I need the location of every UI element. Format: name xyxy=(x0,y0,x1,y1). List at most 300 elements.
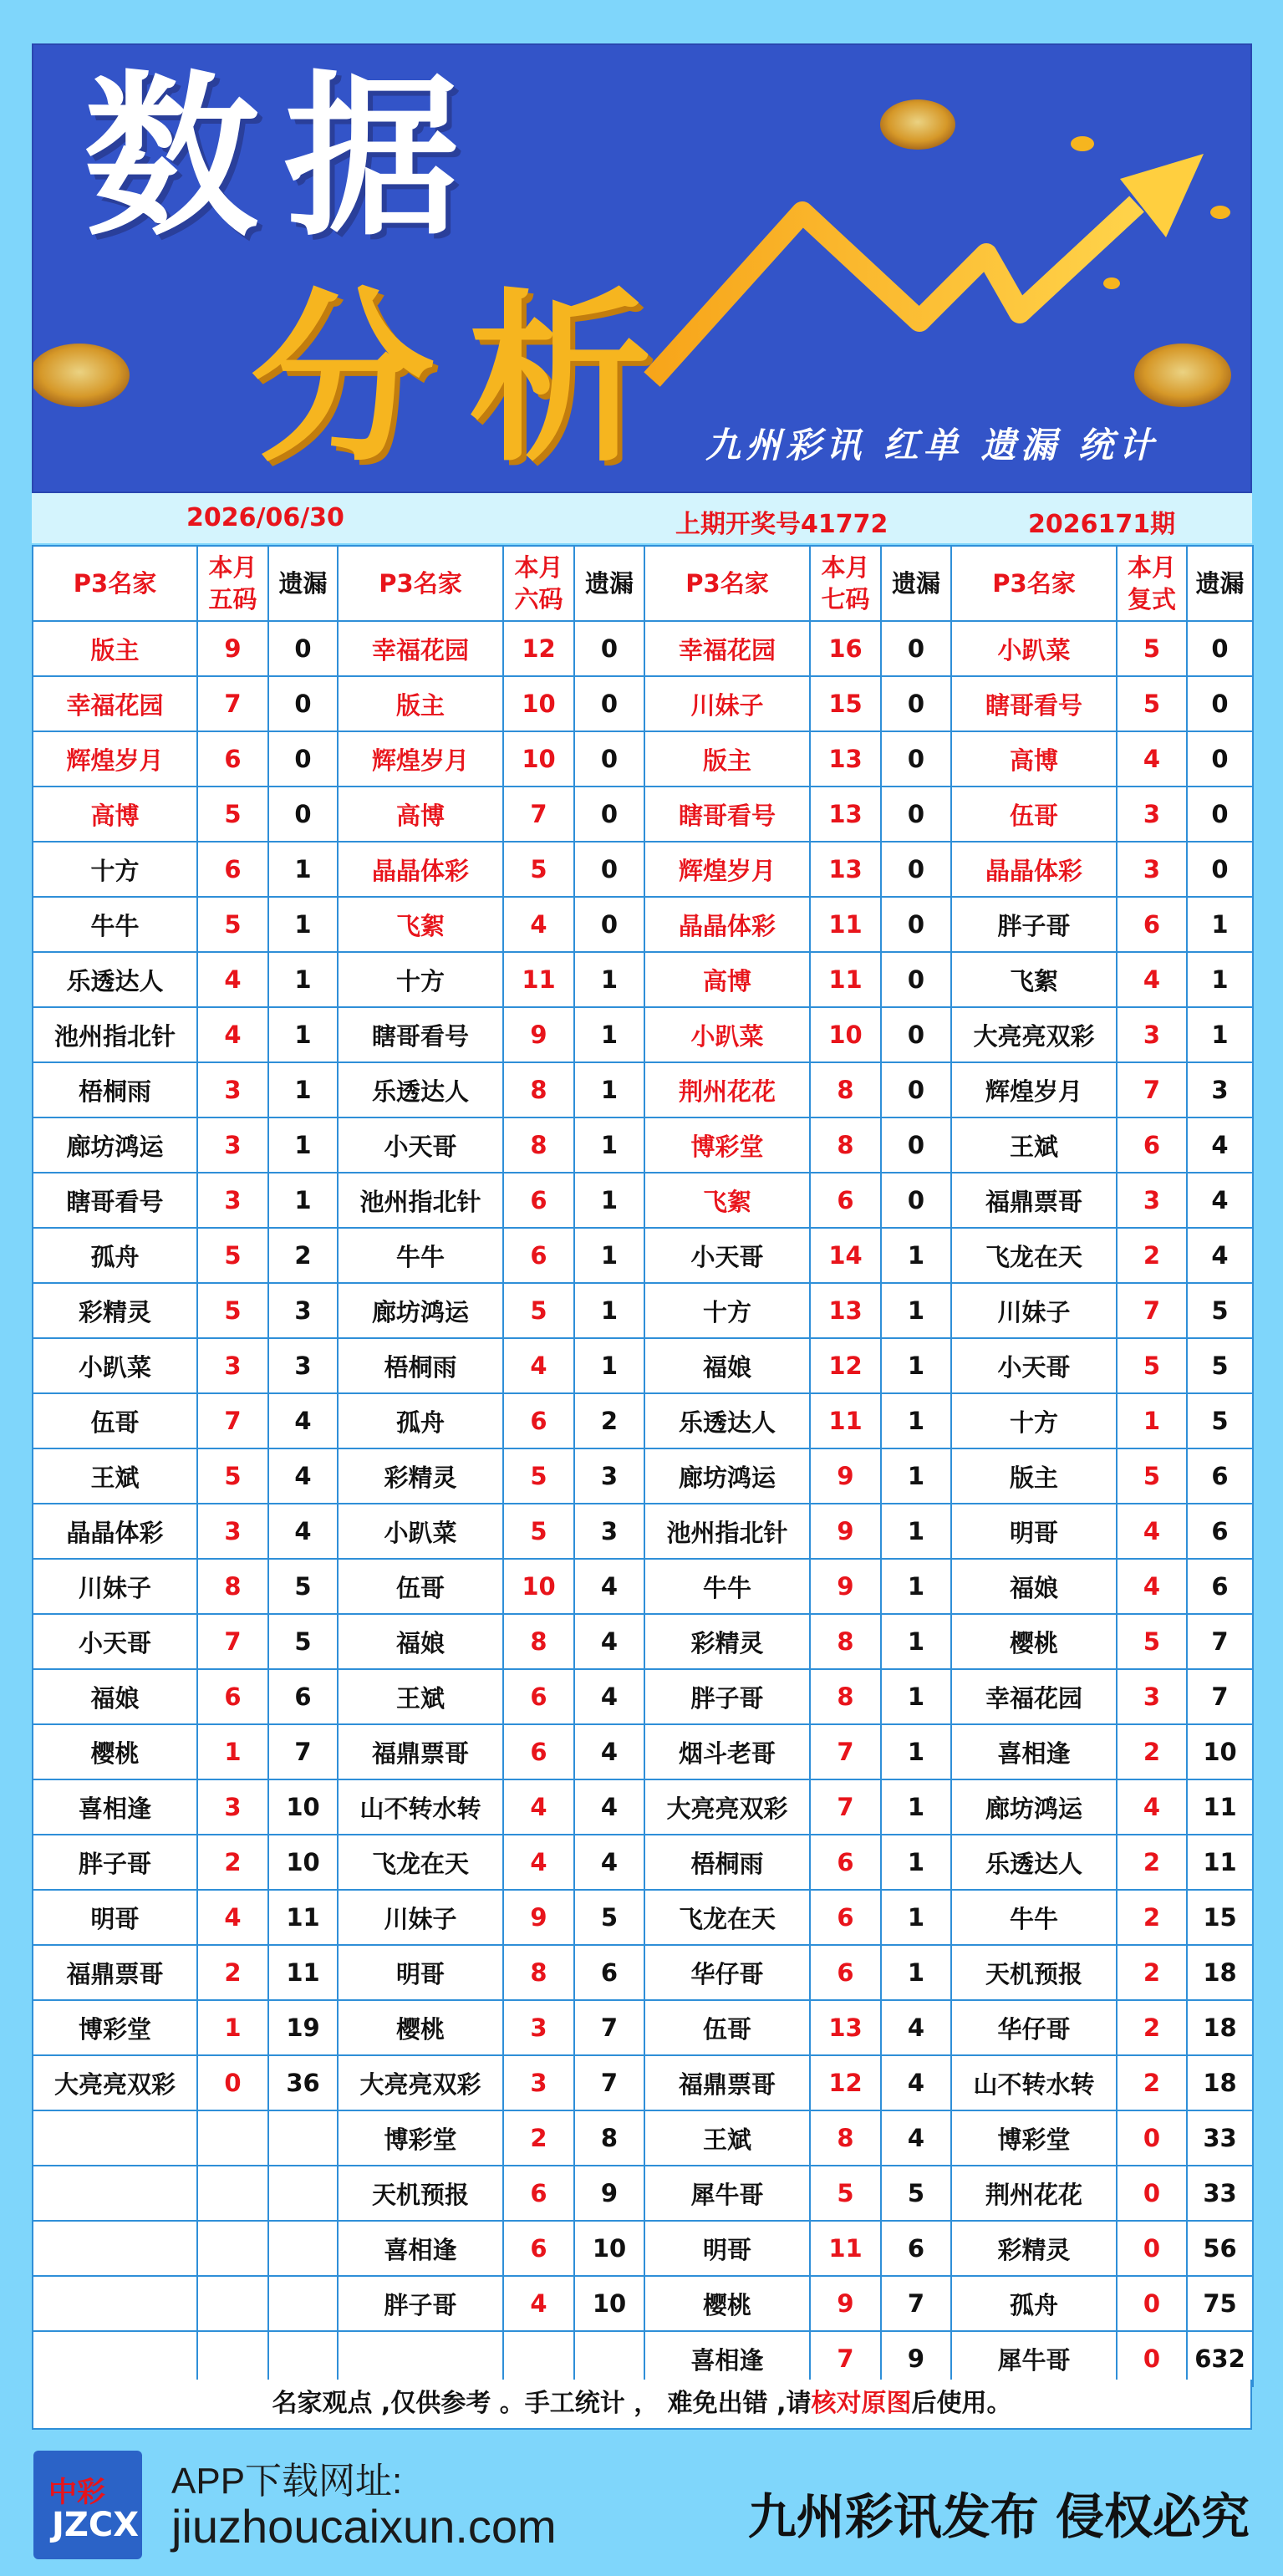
table-row xyxy=(33,1559,1253,1614)
table-row xyxy=(33,1007,1253,1062)
monthly-hits-cell: 4 xyxy=(197,1890,268,1945)
expert-name-cell: 幸福花园 xyxy=(951,1669,1117,1724)
miss-count-cell: 4 xyxy=(881,2110,951,2166)
miss-count-cell: 0 xyxy=(1187,787,1253,842)
miss-count-cell: 11 xyxy=(268,1890,338,1945)
table-row xyxy=(33,2000,1253,2055)
expert-name-cell: 小天哥 xyxy=(644,1228,810,1283)
expert-name-cell: 福娘 xyxy=(338,1614,503,1669)
monthly-hits-cell: 6 xyxy=(810,1890,881,1945)
table-row xyxy=(33,2276,1253,2331)
monthly-hits-cell: 14 xyxy=(810,1228,881,1283)
miss-count-cell: 10 xyxy=(268,1779,338,1835)
monthly-hits-cell: 2 xyxy=(503,2110,574,2166)
monthly-hits-cell: 1 xyxy=(1117,1393,1187,1448)
monthly-hits-cell: 13 xyxy=(810,842,881,897)
monthly-hits-cell: 5 xyxy=(810,2166,881,2221)
miss-count-cell: 1 xyxy=(881,1890,951,1945)
miss-count-cell: 56 xyxy=(1187,2221,1253,2276)
monthly-hits-cell: 2 xyxy=(1117,1724,1187,1779)
miss-count-cell: 5 xyxy=(268,1614,338,1669)
miss-count-cell: 0 xyxy=(574,787,644,842)
monthly-hits-cell: 5 xyxy=(1117,1614,1187,1669)
miss-count-cell: 0 xyxy=(881,1062,951,1117)
monthly-hits-cell: 12 xyxy=(810,1338,881,1393)
expert-name-cell: 伍哥 xyxy=(951,787,1117,842)
miss-count-cell: 1 xyxy=(881,1338,951,1393)
monthly-hits-cell: 5 xyxy=(197,897,268,952)
monthly-hits-cell: 6 xyxy=(197,842,268,897)
miss-count-cell: 6 xyxy=(881,2221,951,2276)
miss-count-cell: 8 xyxy=(574,2110,644,2166)
note-highlight: 核对原图 xyxy=(811,2389,912,2418)
expert-name-cell: 王斌 xyxy=(33,1448,197,1504)
miss-count-cell: 18 xyxy=(1187,2055,1253,2110)
expert-name-cell xyxy=(33,2331,197,2386)
miss-count-cell: 0 xyxy=(881,731,951,787)
expert-name-cell: 王斌 xyxy=(338,1669,503,1724)
table-row xyxy=(33,2331,1253,2386)
table-row xyxy=(33,1228,1253,1283)
monthly-hits-cell: 3 xyxy=(197,1779,268,1835)
monthly-hits-cell: 11 xyxy=(810,952,881,1007)
column-header: 本月 复式 xyxy=(1117,546,1187,621)
miss-count-cell: 1 xyxy=(881,1945,951,2000)
miss-count-cell: 3 xyxy=(574,1448,644,1504)
monthly-hits-cell: 6 xyxy=(1117,1117,1187,1173)
miss-count-cell: 5 xyxy=(881,2166,951,2221)
monthly-hits-cell: 7 xyxy=(503,787,574,842)
expert-name-cell: 飞龙在天 xyxy=(644,1890,810,1945)
expert-name-cell: 福鼎票哥 xyxy=(33,1945,197,2000)
miss-count-cell: 4 xyxy=(881,2055,951,2110)
miss-count-cell: 1 xyxy=(574,1283,644,1338)
expert-name-cell: 高博 xyxy=(338,787,503,842)
expert-name-cell: 辉煌岁月 xyxy=(338,731,503,787)
miss-count-cell xyxy=(268,2166,338,2221)
table-row xyxy=(33,2166,1253,2221)
miss-count-cell: 1 xyxy=(574,1338,644,1393)
monthly-hits-cell: 5 xyxy=(197,787,268,842)
miss-count-cell: 9 xyxy=(574,2166,644,2221)
column-header: 本月 七码 xyxy=(810,546,881,621)
table-row xyxy=(33,621,1253,676)
stats-table xyxy=(32,545,1254,2387)
monthly-hits-cell: 6 xyxy=(503,2221,574,2276)
expert-name-cell: 高博 xyxy=(644,952,810,1007)
expert-name-cell: 小天哥 xyxy=(951,1338,1117,1393)
monthly-hits-cell: 10 xyxy=(503,676,574,731)
expert-name-cell: 小趴菜 xyxy=(33,1338,197,1393)
monthly-hits-cell: 3 xyxy=(1117,842,1187,897)
expert-name-cell: 晶晶体彩 xyxy=(951,842,1117,897)
expert-name-cell: 明哥 xyxy=(644,2221,810,2276)
miss-count-cell: 1 xyxy=(574,952,644,1007)
expert-name-cell xyxy=(338,2331,503,2386)
table-row xyxy=(33,787,1253,842)
monthly-hits-cell: 7 xyxy=(197,1614,268,1669)
miss-count-cell: 4 xyxy=(1187,1173,1253,1228)
table-row xyxy=(33,1890,1253,1945)
monthly-hits-cell: 6 xyxy=(503,1724,574,1779)
miss-count-cell: 4 xyxy=(574,1669,644,1724)
monthly-hits-cell: 3 xyxy=(1117,1007,1187,1062)
monthly-hits-cell: 3 xyxy=(1117,1173,1187,1228)
expert-name-cell: 晶晶体彩 xyxy=(338,842,503,897)
expert-name-cell: 山不转水转 xyxy=(338,1779,503,1835)
miss-count-cell: 1 xyxy=(574,1228,644,1283)
brand-logo xyxy=(33,2451,142,2559)
expert-name-cell: 福娘 xyxy=(951,1559,1117,1614)
miss-count-cell: 1 xyxy=(1187,897,1253,952)
monthly-hits-cell: 10 xyxy=(810,1007,881,1062)
expert-name-cell: 飞絮 xyxy=(644,1173,810,1228)
table-row xyxy=(33,1173,1253,1228)
expert-name-cell: 川妹子 xyxy=(644,676,810,731)
monthly-hits-cell: 5 xyxy=(1117,1448,1187,1504)
expert-name-cell: 晶晶体彩 xyxy=(33,1504,197,1559)
expert-name-cell: 牛牛 xyxy=(33,897,197,952)
miss-count-cell: 0 xyxy=(574,897,644,952)
monthly-hits-cell: 11 xyxy=(810,1393,881,1448)
miss-count-cell: 4 xyxy=(881,2000,951,2055)
expert-name-cell: 乐透达人 xyxy=(951,1835,1117,1890)
miss-count-cell: 1 xyxy=(881,1724,951,1779)
miss-count-cell: 15 xyxy=(1187,1890,1253,1945)
expert-name-cell: 小趴菜 xyxy=(338,1504,503,1559)
expert-name-cell xyxy=(33,2166,197,2221)
table-row xyxy=(33,1283,1253,1338)
table-row xyxy=(33,1338,1253,1393)
monthly-hits-cell: 12 xyxy=(810,2055,881,2110)
expert-name-cell: 华仔哥 xyxy=(644,1945,810,2000)
miss-count-cell: 0 xyxy=(268,676,338,731)
monthly-hits-cell: 3 xyxy=(1117,787,1187,842)
expert-name-cell: 博彩堂 xyxy=(951,2110,1117,2166)
table-row xyxy=(33,731,1253,787)
monthly-hits-cell: 3 xyxy=(197,1173,268,1228)
expert-name-cell: 荆州花花 xyxy=(951,2166,1117,2221)
expert-name-cell xyxy=(33,2110,197,2166)
monthly-hits-cell xyxy=(197,2331,268,2386)
table-row xyxy=(33,1669,1253,1724)
miss-count-cell: 4 xyxy=(1187,1228,1253,1283)
monthly-hits-cell: 3 xyxy=(1117,1669,1187,1724)
expert-name-cell: 福鼎票哥 xyxy=(951,1173,1117,1228)
miss-count-cell: 4 xyxy=(1187,1117,1253,1173)
miss-count-cell: 9 xyxy=(881,2331,951,2386)
expert-name-cell: 胖子哥 xyxy=(33,1835,197,1890)
monthly-hits-cell: 9 xyxy=(810,2276,881,2331)
column-header: 遗漏 xyxy=(881,546,951,621)
miss-count-cell: 1 xyxy=(881,1669,951,1724)
monthly-hits-cell: 6 xyxy=(1117,897,1187,952)
expert-name-cell: 博彩堂 xyxy=(338,2110,503,2166)
expert-name-cell: 孤舟 xyxy=(338,1393,503,1448)
monthly-hits-cell: 6 xyxy=(197,731,268,787)
miss-count-cell: 4 xyxy=(574,1835,644,1890)
miss-count-cell: 1 xyxy=(574,1173,644,1228)
column-header: P3名家 xyxy=(644,546,810,621)
expert-name-cell: 伍哥 xyxy=(338,1559,503,1614)
expert-name-cell: 胖子哥 xyxy=(644,1669,810,1724)
miss-count-cell: 5 xyxy=(1187,1283,1253,1338)
monthly-hits-cell: 6 xyxy=(197,1669,268,1724)
miss-count-cell: 1 xyxy=(268,1062,338,1117)
miss-count-cell: 0 xyxy=(881,1007,951,1062)
monthly-hits-cell: 8 xyxy=(810,1062,881,1117)
expert-name-cell: 小趴菜 xyxy=(951,621,1117,676)
monthly-hits-cell: 7 xyxy=(1117,1283,1187,1338)
monthly-hits-cell: 4 xyxy=(503,897,574,952)
miss-count-cell: 10 xyxy=(1187,1724,1253,1779)
monthly-hits-cell: 6 xyxy=(503,2166,574,2221)
miss-count-cell: 7 xyxy=(1187,1669,1253,1724)
expert-name-cell: 樱桃 xyxy=(338,2000,503,2055)
miss-count-cell: 4 xyxy=(268,1448,338,1504)
miss-count-cell: 5 xyxy=(268,1559,338,1614)
expert-name-cell: 犀牛哥 xyxy=(951,2331,1117,2386)
table-row xyxy=(33,1835,1253,1890)
expert-name-cell: 小天哥 xyxy=(338,1117,503,1173)
expert-name-cell: 十方 xyxy=(644,1283,810,1338)
miss-count-cell: 4 xyxy=(574,1559,644,1614)
banner-title-line2: 分析 xyxy=(251,272,686,486)
expert-name-cell: 博彩堂 xyxy=(33,2000,197,2055)
expert-name-cell: 梧桐雨 xyxy=(644,1835,810,1890)
monthly-hits-cell: 1 xyxy=(197,1724,268,1779)
expert-name-cell: 乐透达人 xyxy=(644,1393,810,1448)
monthly-hits-cell: 3 xyxy=(197,1117,268,1173)
issue-number: 2026171期 xyxy=(1028,510,1176,539)
miss-count-cell: 33 xyxy=(1187,2110,1253,2166)
miss-count-cell: 0 xyxy=(881,952,951,1007)
expert-name-cell: 福娘 xyxy=(644,1338,810,1393)
expert-name-cell: 喜相逢 xyxy=(338,2221,503,2276)
miss-count-cell: 36 xyxy=(268,2055,338,2110)
miss-count-cell: 0 xyxy=(881,897,951,952)
expert-name-cell: 明哥 xyxy=(33,1890,197,1945)
miss-count-cell: 6 xyxy=(1187,1448,1253,1504)
monthly-hits-cell: 6 xyxy=(810,1173,881,1228)
table-row xyxy=(33,842,1253,897)
table-row xyxy=(33,897,1253,952)
miss-count-cell: 11 xyxy=(1187,1779,1253,1835)
miss-count-cell: 0 xyxy=(574,676,644,731)
monthly-hits-cell: 8 xyxy=(810,1669,881,1724)
monthly-hits-cell: 3 xyxy=(197,1062,268,1117)
last-draw-number: 上期开奖号41772 xyxy=(675,510,888,539)
miss-count-cell: 1 xyxy=(881,1779,951,1835)
miss-count-cell: 4 xyxy=(268,1504,338,1559)
miss-count-cell: 1 xyxy=(881,1228,951,1283)
table-row xyxy=(33,1062,1253,1117)
monthly-hits-cell: 16 xyxy=(810,621,881,676)
monthly-hits-cell: 5 xyxy=(197,1228,268,1283)
monthly-hits-cell: 6 xyxy=(810,1945,881,2000)
expert-name-cell: 孤舟 xyxy=(33,1228,197,1283)
banner-subtitle: 九州彩讯 红单 遗漏 统计 xyxy=(705,425,1158,466)
miss-count-cell: 1 xyxy=(268,842,338,897)
miss-count-cell: 0 xyxy=(268,787,338,842)
expert-name-cell: 辉煌岁月 xyxy=(644,842,810,897)
expert-name-cell: 版主 xyxy=(644,731,810,787)
table-row xyxy=(33,952,1253,1007)
miss-count-cell xyxy=(268,2276,338,2331)
monthly-hits-cell: 9 xyxy=(810,1448,881,1504)
miss-count-cell: 1 xyxy=(881,1559,951,1614)
miss-count-cell: 18 xyxy=(1187,1945,1253,2000)
miss-count-cell: 10 xyxy=(268,1835,338,1890)
monthly-hits-cell: 4 xyxy=(197,952,268,1007)
expert-name-cell: 烟斗老哥 xyxy=(644,1724,810,1779)
monthly-hits-cell: 0 xyxy=(1117,2110,1187,2166)
miss-count-cell: 0 xyxy=(881,842,951,897)
expert-name-cell: 孤舟 xyxy=(951,2276,1117,2331)
monthly-hits-cell: 7 xyxy=(810,1724,881,1779)
info-bar xyxy=(32,493,1252,543)
expert-name-cell: 牛牛 xyxy=(644,1559,810,1614)
column-header: 本月 五码 xyxy=(197,546,268,621)
miss-count-cell: 7 xyxy=(268,1724,338,1779)
expert-name-cell: 福娘 xyxy=(33,1669,197,1724)
expert-name-cell: 荆州花花 xyxy=(644,1062,810,1117)
table-row xyxy=(33,1945,1253,2000)
column-header: P3名家 xyxy=(338,546,503,621)
expert-name-cell: 池州指北针 xyxy=(338,1173,503,1228)
miss-count-cell: 7 xyxy=(574,2000,644,2055)
expert-name-cell: 高博 xyxy=(33,787,197,842)
expert-name-cell: 彩精灵 xyxy=(338,1448,503,1504)
miss-count-cell: 1 xyxy=(268,1117,338,1173)
expert-name-cell: 胖子哥 xyxy=(338,2276,503,2331)
expert-name-cell: 辉煌岁月 xyxy=(951,1062,1117,1117)
miss-count-cell: 1 xyxy=(268,1173,338,1228)
monthly-hits-cell xyxy=(197,2276,268,2331)
monthly-hits-cell: 9 xyxy=(503,1890,574,1945)
monthly-hits-cell: 5 xyxy=(503,1504,574,1559)
monthly-hits-cell: 7 xyxy=(197,676,268,731)
expert-name-cell: 川妹子 xyxy=(338,1890,503,1945)
expert-name-cell: 牛牛 xyxy=(338,1228,503,1283)
expert-name-cell: 幸福花园 xyxy=(33,676,197,731)
miss-count-cell: 0 xyxy=(1187,731,1253,787)
monthly-hits-cell: 8 xyxy=(503,1945,574,2000)
monthly-hits-cell: 6 xyxy=(503,1393,574,1448)
monthly-hits-cell: 0 xyxy=(1117,2331,1187,2386)
expert-name-cell: 高博 xyxy=(951,731,1117,787)
monthly-hits-cell: 12 xyxy=(503,621,574,676)
monthly-hits-cell: 3 xyxy=(503,2000,574,2055)
monthly-hits-cell: 10 xyxy=(503,731,574,787)
monthly-hits-cell: 2 xyxy=(1117,1890,1187,1945)
miss-count-cell: 2 xyxy=(574,1393,644,1448)
miss-count-cell: 10 xyxy=(574,2221,644,2276)
miss-count-cell: 1 xyxy=(881,1504,951,1559)
monthly-hits-cell: 13 xyxy=(810,2000,881,2055)
miss-count-cell: 1 xyxy=(881,1614,951,1669)
expert-name-cell: 廊坊鸿运 xyxy=(644,1448,810,1504)
monthly-hits-cell: 8 xyxy=(503,1614,574,1669)
monthly-hits-cell xyxy=(197,2166,268,2221)
monthly-hits-cell: 10 xyxy=(503,1559,574,1614)
expert-name-cell: 王斌 xyxy=(951,1117,1117,1173)
expert-name-cell: 晶晶体彩 xyxy=(644,897,810,952)
expert-name-cell: 池州指北针 xyxy=(644,1504,810,1559)
miss-count-cell: 10 xyxy=(574,2276,644,2331)
miss-count-cell: 0 xyxy=(1187,842,1253,897)
expert-name-cell: 王斌 xyxy=(644,2110,810,2166)
monthly-hits-cell: 4 xyxy=(503,2276,574,2331)
miss-count-cell: 6 xyxy=(1187,1559,1253,1614)
expert-name-cell: 伍哥 xyxy=(33,1393,197,1448)
expert-name-cell: 川妹子 xyxy=(951,1283,1117,1338)
expert-name-cell: 博彩堂 xyxy=(644,1117,810,1173)
note-text-end: 后使用。 xyxy=(911,2389,1012,2418)
expert-name-cell: 喜相逢 xyxy=(33,1779,197,1835)
expert-name-cell: 版主 xyxy=(33,621,197,676)
monthly-hits-cell: 7 xyxy=(1117,1062,1187,1117)
miss-count-cell: 0 xyxy=(574,731,644,787)
app-download-url[interactable]: jiuzhoucaixun.com xyxy=(171,2500,557,2553)
monthly-hits-cell: 6 xyxy=(503,1669,574,1724)
report-date: 2026/06/30 xyxy=(186,503,344,532)
table-row xyxy=(33,1614,1253,1669)
monthly-hits-cell: 2 xyxy=(1117,1945,1187,2000)
table-row xyxy=(33,2110,1253,2166)
expert-name-cell: 彩精灵 xyxy=(951,2221,1117,2276)
expert-name-cell: 十方 xyxy=(338,952,503,1007)
monthly-hits-cell: 8 xyxy=(810,1614,881,1669)
monthly-hits-cell: 8 xyxy=(810,1117,881,1173)
expert-name-cell: 樱桃 xyxy=(33,1724,197,1779)
miss-count-cell: 5 xyxy=(1187,1338,1253,1393)
expert-name-cell: 犀牛哥 xyxy=(644,2166,810,2221)
expert-name-cell: 瞎哥看号 xyxy=(33,1173,197,1228)
miss-count-cell: 1 xyxy=(268,1007,338,1062)
monthly-hits-cell: 9 xyxy=(503,1007,574,1062)
expert-name-cell: 喜相逢 xyxy=(951,1724,1117,1779)
miss-count-cell: 3 xyxy=(574,1504,644,1559)
monthly-hits-cell: 2 xyxy=(1117,2000,1187,2055)
monthly-hits-cell xyxy=(197,2110,268,2166)
monthly-hits-cell: 9 xyxy=(197,621,268,676)
expert-name-cell: 小趴菜 xyxy=(644,1007,810,1062)
miss-count-cell: 7 xyxy=(574,2055,644,2110)
miss-count-cell: 6 xyxy=(268,1669,338,1724)
monthly-hits-cell: 5 xyxy=(1117,621,1187,676)
monthly-hits-cell: 4 xyxy=(1117,952,1187,1007)
column-header: 本月 六码 xyxy=(503,546,574,621)
expert-name-cell: 梧桐雨 xyxy=(33,1062,197,1117)
monthly-hits-cell: 0 xyxy=(1117,2166,1187,2221)
monthly-hits-cell: 3 xyxy=(503,2055,574,2110)
miss-count-cell: 11 xyxy=(1187,1835,1253,1890)
expert-name-cell: 明哥 xyxy=(951,1504,1117,1559)
miss-count-cell: 5 xyxy=(1187,1393,1253,1448)
miss-count-cell: 4 xyxy=(268,1393,338,1448)
miss-count-cell: 1 xyxy=(881,1835,951,1890)
monthly-hits-cell: 5 xyxy=(1117,1338,1187,1393)
banner xyxy=(32,43,1252,493)
miss-count-cell: 0 xyxy=(881,676,951,731)
expert-name-cell: 瞎哥看号 xyxy=(338,1007,503,1062)
expert-name-cell xyxy=(33,2221,197,2276)
expert-name-cell: 天机预报 xyxy=(338,2166,503,2221)
monthly-hits-cell: 9 xyxy=(810,1559,881,1614)
expert-name-cell xyxy=(33,2276,197,2331)
monthly-hits-cell: 11 xyxy=(810,897,881,952)
